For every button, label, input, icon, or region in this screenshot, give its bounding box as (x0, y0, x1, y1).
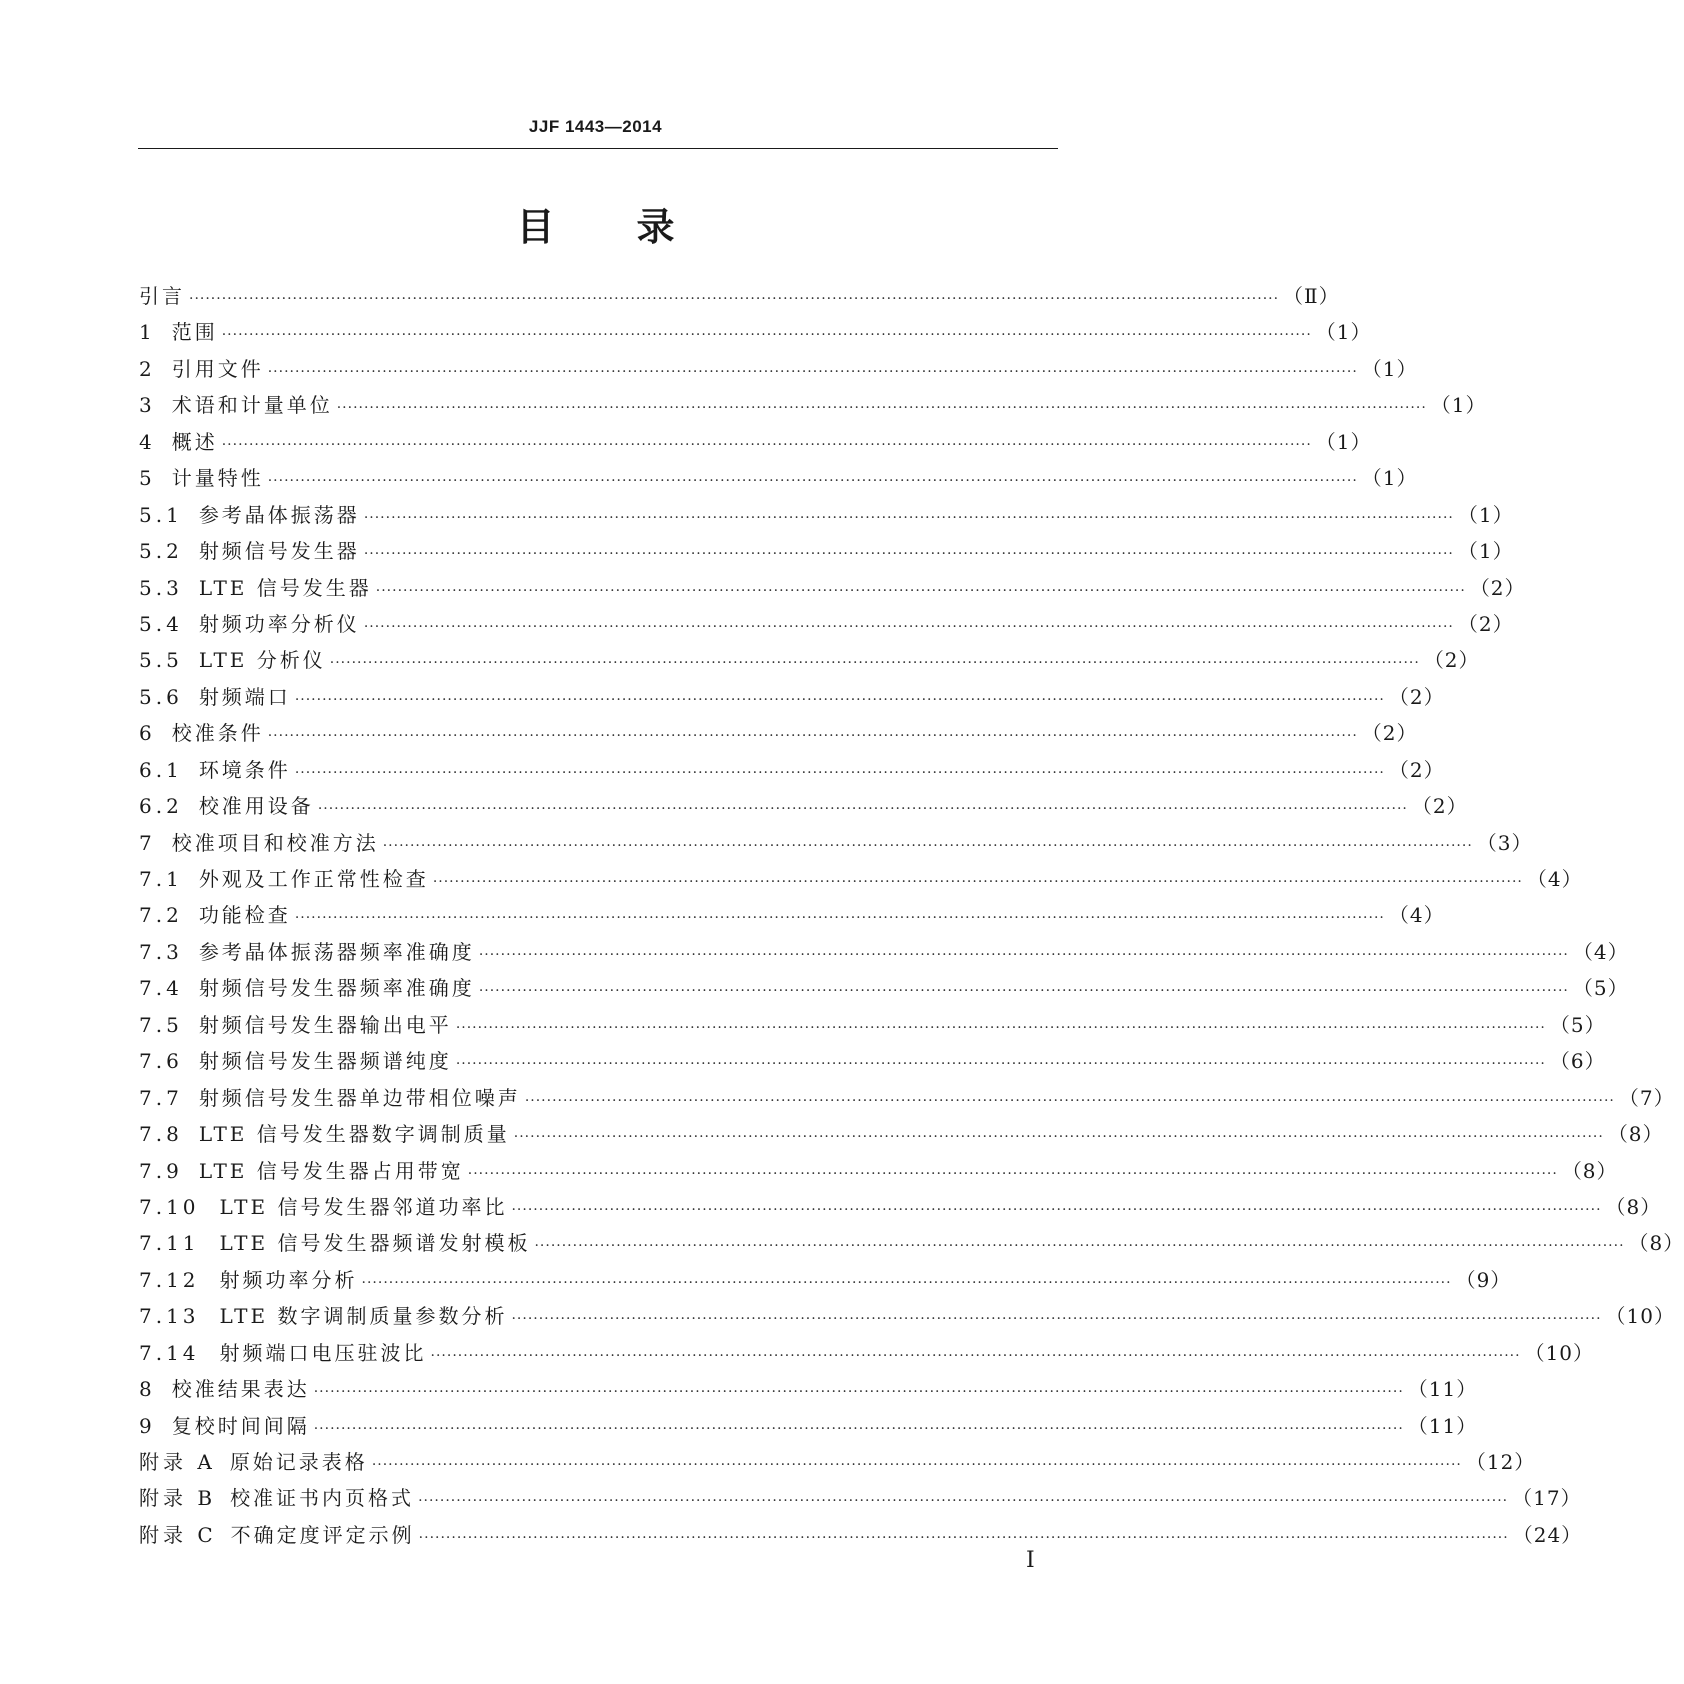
toc-entry-title: LTE 信号发生器 (198, 575, 372, 600)
toc-page-number: （8） (1561, 1158, 1618, 1183)
toc-entry-number: 5 (139, 466, 156, 491)
toc-page-number: （7） (1618, 1085, 1675, 1110)
toc-entry (139, 1408, 1478, 1444)
toc-entry-number: 7.9 (139, 1158, 183, 1183)
toc-page-number: （1） (1430, 393, 1487, 418)
toc-entry-title: 射频信号发生器频率准确度 (198, 976, 475, 1001)
toc-entry-number: 7.5 (139, 1012, 183, 1037)
toc-page-number: （1） (1315, 320, 1372, 345)
toc-entry-title: 校准证书内页格式 (230, 1486, 415, 1511)
toc-entry (139, 1116, 1664, 1152)
toc-page-number: （Ⅱ） (1283, 284, 1340, 308)
toc-entry (139, 1517, 1583, 1553)
toc-entry (139, 606, 1514, 642)
toc-page-number: （10） (1524, 1340, 1595, 1365)
toc-page-number: （8） (1605, 1194, 1662, 1219)
toc-entry (139, 970, 1629, 1006)
toc-entry-title: 概述 (171, 429, 218, 454)
toc-entry (139, 570, 1526, 606)
page-folio: I (1026, 1548, 1035, 1573)
toc-entry (139, 1153, 1618, 1189)
toc-page-number: （2） (1469, 575, 1526, 600)
toc-entry-title: 功能检查 (198, 903, 291, 928)
toc-entry-number: 1 (139, 320, 156, 345)
toc-page-number: （1） (1361, 466, 1418, 491)
toc-dot-leader: ········································································································································································································ (418, 1529, 1509, 1546)
toc-entry-number: 7 (139, 830, 156, 855)
toc-page-number: （11） (1407, 1413, 1478, 1438)
toc-entry-number: 附录 C (139, 1522, 217, 1547)
toc-page-number: （5） (1549, 1012, 1606, 1037)
toc-page-number: （24） (1512, 1522, 1583, 1547)
toc-entry (139, 424, 1372, 460)
toc-entry (139, 1444, 1536, 1480)
toc-entry-number: 7.12 (139, 1267, 200, 1292)
toc-entry-number: 5.2 (139, 539, 183, 564)
toc-entry (139, 387, 1487, 423)
toc-entry (139, 1335, 1595, 1371)
toc-entry-title: 射频端口 (198, 684, 291, 709)
header-rule (138, 148, 1058, 149)
toc-page-number: （1） (1315, 429, 1372, 454)
document-code-header: JJF 1443—2014 (528, 117, 663, 136)
toc-dot-leader: ········································································································································································································ (418, 1493, 1509, 1510)
table-of-contents (139, 278, 1684, 1553)
toc-dot-leader: ········································································································································································································ (329, 655, 1420, 672)
toc-entry-number: 5.6 (139, 684, 183, 709)
toc-entry-title: LTE 分析仪 (198, 648, 326, 673)
toc-page-number: （9） (1455, 1267, 1512, 1292)
toc-page-number: （12） (1465, 1450, 1536, 1474)
toc-dot-leader: ········································································································································································································ (221, 436, 1312, 453)
toc-dot-leader: ········································································································································································································ (294, 764, 1385, 781)
toc-page-number: （4） (1572, 939, 1629, 964)
toc-entry-number: 7.3 (139, 939, 183, 964)
toc-entry (139, 861, 1583, 897)
toc-page-number: （17） (1512, 1486, 1582, 1511)
toc-dot-leader: ········································································································································································································ (221, 327, 1312, 344)
page-title: 目录 (516, 205, 757, 249)
toc-entry-title: 射频端口电压驻波比 (219, 1340, 427, 1365)
toc-page-number: （6） (1549, 1049, 1606, 1074)
toc-dot-leader: ········································································································································································································ (478, 946, 1569, 963)
toc-entry-title: 校准项目和校准方法 (171, 830, 379, 855)
toc-entry (139, 715, 1418, 751)
toc-dot-leader: ········································································································································································································ (467, 1165, 1558, 1182)
toc-entry-number: 7.11 (139, 1231, 200, 1256)
toc-entry-title: 射频功率分析仪 (198, 611, 360, 636)
toc-entry-title: LTE 信号发生器数字调制质量 (198, 1122, 510, 1147)
toc-entry (139, 897, 1445, 933)
toc-page-number: （2） (1388, 757, 1445, 782)
toc-entry-number: 7.4 (139, 976, 183, 1001)
toc-entry (139, 1371, 1478, 1407)
toc-entry-title: 校准条件 (171, 721, 264, 746)
toc-entry-title: 射频信号发生器频谱纯度 (198, 1049, 452, 1074)
toc-page-number: （5） (1572, 976, 1629, 1001)
toc-dot-leader: ········································································································································································································ (313, 1384, 1404, 1401)
toc-entry-title: 原始记录表格 (229, 1450, 368, 1474)
toc-entry-number: 附录 A (139, 1450, 216, 1474)
toc-entry-number: 6.2 (139, 794, 183, 819)
toc-page-number: （2） (1457, 611, 1514, 636)
toc-entry-title: 射频信号发生器 (198, 539, 360, 564)
toc-dot-leader: ········································································································································································································ (267, 728, 1358, 745)
toc-dot-leader: ········································································································································································································ (478, 983, 1569, 1000)
toc-entry-title: 校准结果表达 (171, 1377, 310, 1402)
toc-entry (139, 1262, 1512, 1298)
toc-entry-title: 范围 (171, 320, 218, 345)
toc-entry (139, 934, 1629, 970)
toc-page-number: （4） (1526, 867, 1583, 891)
toc-entry-title: 校准用设备 (198, 794, 314, 819)
toc-entry (139, 1225, 1684, 1261)
toc-entry-title: 引言 (139, 284, 185, 308)
toc-entry (139, 533, 1514, 569)
toc-page-number: （4） (1388, 903, 1445, 928)
toc-entry-number: 附录 B (139, 1486, 217, 1511)
toc-dot-leader: ········································································································································································································ (189, 291, 1280, 307)
toc-entry (139, 497, 1514, 533)
toc-entry-title: 引用文件 (171, 356, 264, 381)
toc-dot-leader: ········································································································································································································ (534, 1238, 1625, 1255)
toc-page-number: （1） (1361, 356, 1418, 381)
toc-entry-number: 5.1 (139, 502, 183, 527)
toc-entry-title: 射频信号发生器单边带相位噪声 (198, 1085, 521, 1110)
toc-dot-leader: ········································································································································································································ (363, 618, 1454, 635)
toc-dot-leader: ········································································································································································································ (511, 1311, 1602, 1328)
toc-entry-title: 环境条件 (198, 757, 291, 782)
toc-entry-number: 5.4 (139, 611, 183, 636)
toc-entry (139, 1298, 1675, 1334)
toc-page-number: （2） (1361, 721, 1418, 746)
toc-entry (139, 351, 1418, 387)
toc-entry-title: LTE 信号发生器邻道功率比 (219, 1194, 508, 1219)
toc-dot-leader: ········································································································································································································ (375, 582, 1466, 599)
toc-entry (139, 314, 1372, 350)
toc-dot-leader: ········································································································································································································ (267, 363, 1358, 380)
toc-entry-number: 7.2 (139, 903, 183, 928)
toc-dot-leader: ········································································································································································································ (363, 546, 1454, 563)
toc-dot-leader: ········································································································································································································ (363, 509, 1454, 526)
toc-entry-number: 7.10 (139, 1194, 200, 1219)
toc-page-number: （10） (1605, 1304, 1675, 1329)
toc-entry-number: 7.8 (139, 1122, 183, 1147)
toc-dot-leader: ········································································································································································································ (294, 910, 1385, 927)
toc-entry-title: 射频信号发生器输出电平 (198, 1012, 452, 1037)
toc-entry-title: LTE 信号发生器频谱发射模板 (219, 1231, 531, 1256)
toc-entry-number: 7.1 (139, 867, 183, 891)
toc-entry-title: LTE 信号发生器占用带宽 (198, 1158, 464, 1183)
toc-entry-title: LTE 数字调制质量参数分析 (219, 1304, 508, 1329)
toc-dot-leader: ········································································································································································································ (371, 1457, 1462, 1473)
toc-entry-number: 5.5 (139, 648, 183, 673)
toc-entry-title: 参考晶体振荡器频率准确度 (198, 939, 475, 964)
toc-dot-leader: ········································································································································································································ (455, 1019, 1546, 1036)
toc-dot-leader: ········································································································································································································ (336, 400, 1427, 417)
toc-dot-leader: ········································································································································································································ (294, 691, 1385, 708)
toc-page-number: （11） (1407, 1377, 1478, 1402)
toc-entry (139, 752, 1445, 788)
toc-dot-leader: ········································································································································································································ (382, 837, 1473, 854)
toc-dot-leader: ········································································································································································································ (455, 1056, 1546, 1073)
toc-entry (139, 1480, 1582, 1516)
toc-page-number: （1） (1457, 502, 1514, 527)
toc-page-number: （2） (1423, 648, 1480, 673)
toc-entry-title: 术语和计量单位 (171, 393, 333, 418)
toc-page-number: （8） (1628, 1231, 1684, 1256)
toc-entry-title: 参考晶体振荡器 (198, 502, 360, 527)
toc-dot-leader: ········································································································································································································ (513, 1129, 1604, 1146)
toc-entry-number: 7.7 (139, 1085, 183, 1110)
toc-entry (139, 679, 1445, 715)
toc-dot-leader: ········································································································································································································ (524, 1092, 1615, 1109)
toc-entry-title: 复校时间间隔 (171, 1413, 310, 1438)
toc-dot-leader: ········································································································································································································ (313, 1420, 1404, 1437)
toc-entry-number: 6 (139, 721, 156, 746)
toc-entry-number: 2 (139, 356, 156, 381)
toc-dot-leader: ········································································································································································································ (430, 1347, 1521, 1364)
toc-entry-number: 7.14 (139, 1340, 200, 1365)
toc-entry (139, 1080, 1675, 1116)
toc-dot-leader: ········································································································································································································ (432, 874, 1523, 890)
toc-entry (139, 460, 1418, 496)
toc-page-number: （3） (1476, 830, 1533, 855)
toc-entry-number: 4 (139, 429, 156, 454)
toc-entry (139, 1007, 1606, 1043)
toc-entry (139, 278, 1340, 314)
toc-entry (139, 788, 1468, 824)
toc-entry-number: 7.6 (139, 1049, 183, 1074)
toc-dot-leader: ········································································································································································································ (267, 473, 1358, 490)
toc-entry-title: 不确定度评定示例 (230, 1522, 415, 1547)
toc-entry-number: 6.1 (139, 757, 183, 782)
toc-entry-number: 3 (139, 393, 156, 418)
toc-entry (139, 825, 1533, 861)
toc-page-number: （1） (1457, 539, 1514, 564)
toc-entry (139, 1189, 1662, 1225)
toc-dot-leader: ········································································································································································································ (361, 1274, 1452, 1291)
toc-entry-number: 9 (139, 1413, 156, 1438)
toc-entry-title: 计量特性 (171, 466, 264, 491)
toc-page-number: （8） (1607, 1122, 1664, 1147)
toc-entry (139, 642, 1480, 678)
toc-page-number: （2） (1411, 794, 1468, 819)
toc-dot-leader: ········································································································································································································ (317, 801, 1408, 818)
toc-entry-number: 5.3 (139, 575, 183, 600)
toc-entry-number: 8 (139, 1377, 156, 1402)
toc-entry (139, 1043, 1606, 1079)
toc-page-number: （2） (1388, 684, 1445, 709)
toc-entry-number: 7.13 (139, 1304, 200, 1329)
toc-entry-title: 射频功率分析 (219, 1267, 358, 1292)
toc-entry-title: 外观及工作正常性检查 (198, 867, 429, 891)
toc-dot-leader: ········································································································································································································ (511, 1201, 1602, 1218)
